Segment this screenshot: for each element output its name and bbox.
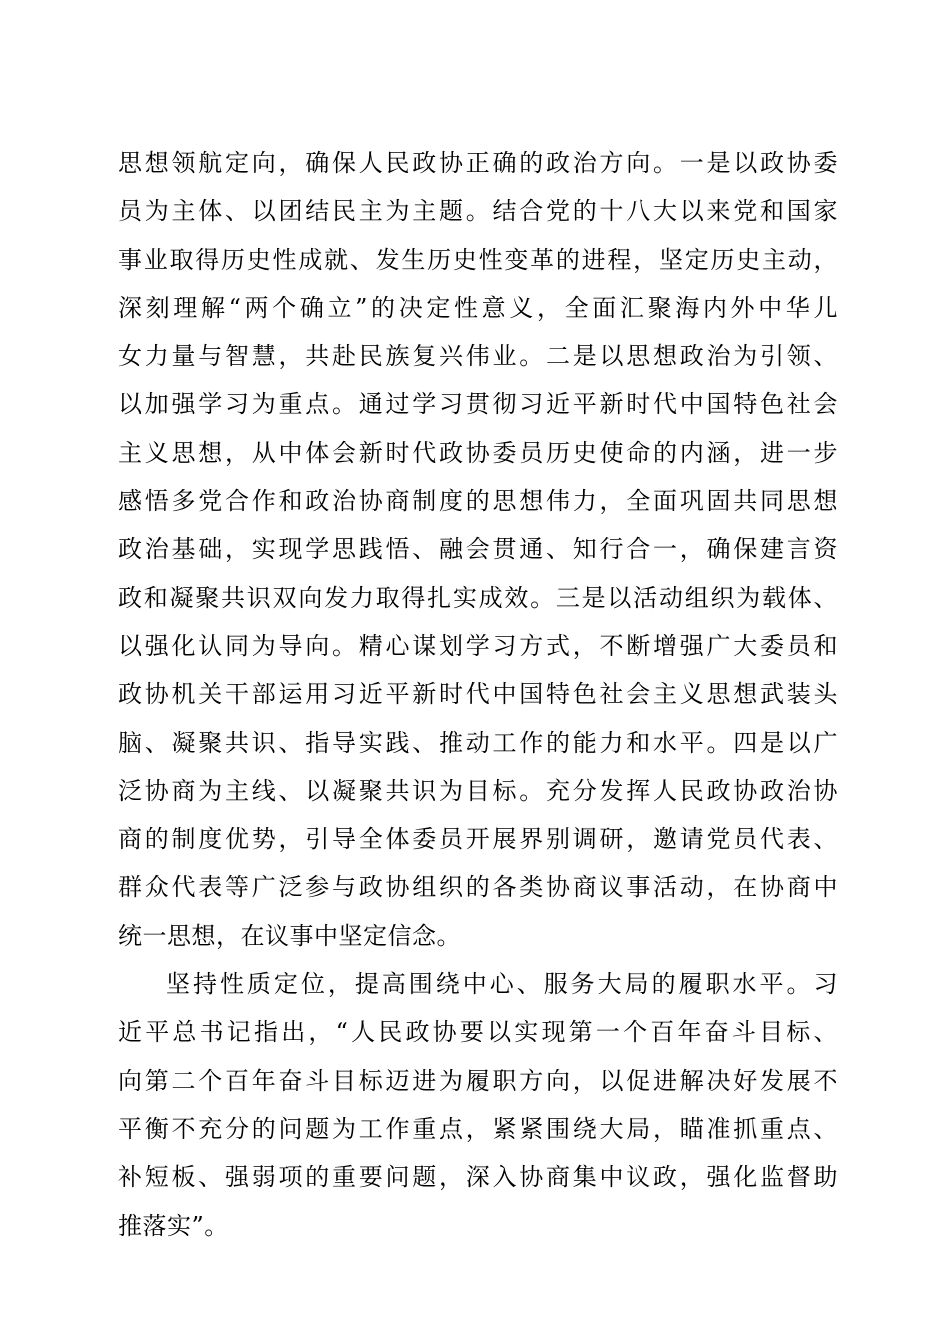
paragraph-line: 政和凝聚共识双向发力取得扎实成效。三是以活动组织为载体、	[118, 583, 838, 612]
paragraph-line: 感悟多党合作和政治协商制度的思想伟力，全面巩固共同思想	[118, 487, 838, 516]
paragraph-line: 政治基础，实现学思践悟、融会贯通、知行合一，确保建言资	[118, 535, 838, 564]
paragraph-line: 统一思想，在议事中坚定信念。	[118, 921, 461, 950]
paragraph-2	[118, 960, 838, 1250]
paragraph-1	[118, 139, 838, 960]
paragraph-line: 主义思想，从中体会新时代政协委员历史使命的内涵，进一步	[118, 438, 838, 467]
paragraph-line: 脑、凝聚共识、指导实践、推动工作的能力和水平。四是以广	[118, 728, 838, 757]
paragraph-line: 以强化认同为导向。精心谋划学习方式，不断增强广大委员和	[118, 631, 838, 660]
paragraph-line: 女力量与智慧，共赴民族复兴伟业。二是以思想政治为引领、	[118, 342, 838, 371]
paragraph-line: 商的制度优势，引导全体委员开展界别调研，邀请党员代表、	[118, 825, 838, 854]
paragraph-line: 平衡不充分的问题为工作重点，紧紧围绕大局，瞄准抓重点、	[118, 1114, 838, 1143]
paragraph-line: 补短板、强弱项的重要问题，深入协商集中议政，强化监督助	[118, 1163, 838, 1192]
paragraph-line: 员为主体、以团结民主为主题。结合党的十八大以来党和国家	[118, 197, 838, 226]
paragraph-line: 群众代表等广泛参与政协组织的各类协商议事活动，在协商中	[118, 873, 838, 902]
paragraph-line: 推落实”。	[118, 1211, 229, 1240]
document-body	[118, 139, 838, 1250]
paragraph-line: 近平总书记指出，“人民政协要以实现第一个百年奋斗目标、	[118, 1018, 838, 1047]
paragraph-line: 泛协商为主线、以凝聚共识为目标。充分发挥人民政协政治协	[118, 776, 838, 805]
paragraph-line: 深刻理解“两个确立”的决定性意义，全面汇聚海内外中华儿	[118, 293, 838, 322]
paragraph-line: 政协机关干部运用习近平新时代中国特色社会主义思想武装头	[118, 680, 838, 709]
paragraph-line: 坚持性质定位，提高围绕中心、服务大局的履职水平。习	[166, 970, 838, 999]
paragraph-line: 向第二个百年奋斗目标迈进为履职方向，以促进解决好发展不	[118, 1066, 838, 1095]
paragraph-line: 思想领航定向，确保人民政协正确的政治方向。一是以政协委	[118, 149, 838, 177]
paragraph-line: 事业取得历史性成就、发生历史性变革的进程，坚定历史主动，	[118, 245, 838, 274]
paragraph-line: 以加强学习为重点。通过学习贯彻习近平新时代中国特色社会	[118, 390, 838, 419]
